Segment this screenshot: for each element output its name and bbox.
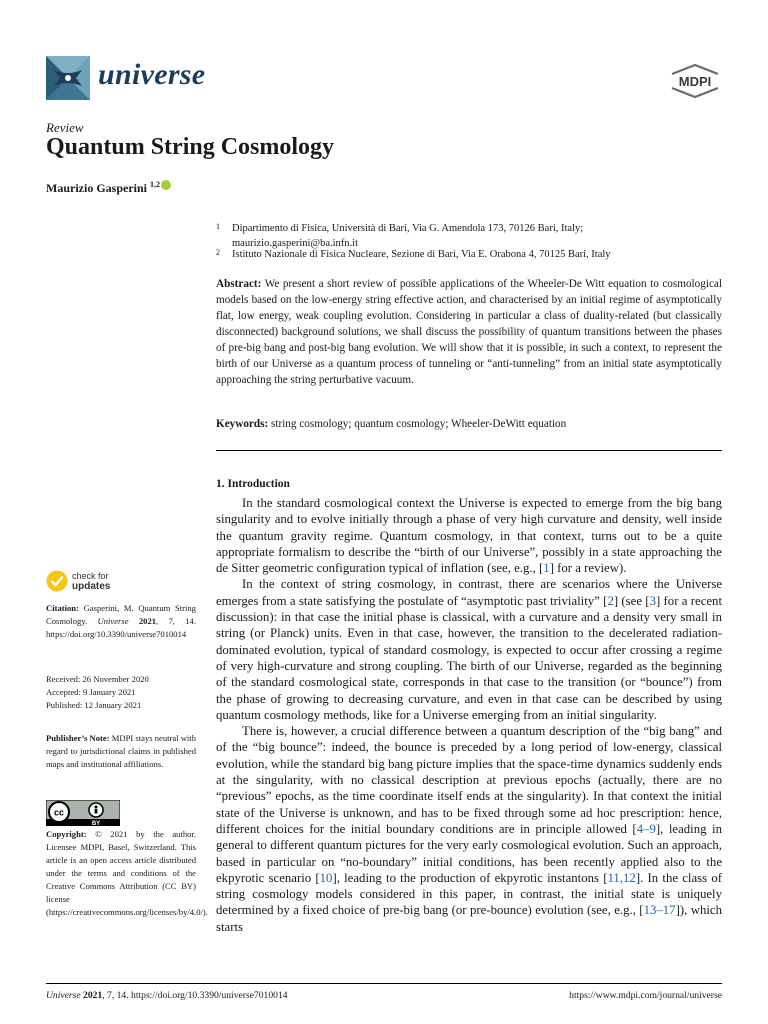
abstract-text: We present a short review of possible applications of the Wheeler-De Witt equation to cosmological models based on the low-energy string effective action, and characterised by an initial regime of asymptotically flat, low energy, weak coupling evolution. Considering in particular a class of duality-related (but classically disconnected) background solutions, we shall discuss the possibility of quantum transitions between the phases of pre-big bang and post-big bang evolution. We will show that it is possible, in such a context, to represent the birth of our Universe as a quantum process of tunneling or “anti-tunneling” from an initial state asymptotically approaching the string perturbative vacuum. <box>216 278 722 386</box>
cc-symbol-text: cc <box>53 807 65 818</box>
author-line <box>46 180 171 196</box>
published-date: Published: 12 January 2021 <box>46 700 142 710</box>
check-for-updates-badge[interactable] <box>46 570 126 596</box>
citation-link[interactable]: 1 <box>543 561 550 576</box>
cc-by-license-icon[interactable] <box>46 800 120 826</box>
check-updates-icon <box>46 570 68 592</box>
affiliation-number: 1 <box>216 222 220 231</box>
orcid-icon[interactable] <box>161 180 171 190</box>
publisher-note: Publisher’s Note: MDPI stays neutral with regard to jurisdictional claims in published maps and institutional affiliations. <box>46 733 196 769</box>
paragraph: In the context of string cosmology, in contrast, there are scenarios where the Universe emerges from a state satisfying the postulate of “asymptotic past triviality” [2] (see [3] for a recent discussion): in that case the initial phase is classical, with a curvature and a density very small in string (or Planck) units. Even in that case, however, the transition to the decelerated radiation-dominated evolution, typical of standard cosmology, is expected to occur after crossing a regime of very high-curvature and strong coupling. The birth of our Universe, regarded as the beginning of the standard cosmological state, corresponds in that case to the transition (or “bounce”) from the phase of growing to decreasing curvature, and even in that case can be described by using quantum cosmology methods, like for a Universe emerging from an initial singularity. <box>216 577 723 722</box>
footer-doi[interactable]: , 7, 14. https://doi.org/10.3390/universe7010014 <box>102 990 288 1001</box>
dates-block <box>46 673 196 712</box>
section-title: 1. Introduction <box>216 478 290 490</box>
affiliation-number: 2 <box>216 248 220 257</box>
footer-rule <box>46 983 722 984</box>
footer-journal-url[interactable]: https://www.mdpi.com/journal/universe <box>569 990 722 1001</box>
mdpi-logo-text: MDPI <box>678 74 712 89</box>
paragraph: In the standard cosmological context the Universe is expected to emerge from the big bang singularity and to evolve initially through a phase of very high curvature and density, well inside the quantum gravity regime. Quantum cosmology, in that context, turns out to be a quite appropriate formalism to describe the “birth of our Universe”, possibly in a state approaching the de Sitter geometric configuration typical of inflation (see, e.g., [1] for a review). <box>216 496 722 576</box>
citation-link[interactable]: 13–17 <box>643 903 676 918</box>
citation-link[interactable]: 4–9 <box>636 821 656 836</box>
author-name: Maurizio Gasperini <box>46 181 147 195</box>
citation-link[interactable]: 3 <box>649 593 656 608</box>
copyright-block: Copyright: © 2021 by the author. Licensee MDPI, Basel, Switzerland. This article is an open access article distributed under the terms and conditions of the Creative Commons Attribution (CC BY) license (https://creativecommons.org/licenses/by/4.0/). <box>46 829 208 917</box>
accepted-date: Accepted: 9 January 2021 <box>46 687 136 697</box>
body-text <box>216 495 722 935</box>
citation-link[interactable]: 11,12 <box>607 870 636 885</box>
universe-logo-icon <box>46 56 90 100</box>
affiliation-line: Istituto Nazionale di Fisica Nucleare, Sezione di Bari, Via E. Orabona 4, 70125 Bari, Italy <box>232 249 611 260</box>
mdpi-logo <box>666 64 724 98</box>
keywords <box>216 416 722 432</box>
article-type: Review <box>46 120 84 135</box>
journal-name: universe <box>98 58 206 91</box>
abstract <box>216 276 722 388</box>
article-title: Quantum String Cosmology <box>46 134 335 160</box>
citation-link[interactable]: 2 <box>607 593 614 608</box>
footer-citation: Universe 2021, 7, 14. https://doi.org/10.3390/universe7010014 <box>46 990 288 1001</box>
divider <box>216 450 722 451</box>
updates-line2: updates <box>72 581 111 592</box>
affiliation-2 <box>216 247 611 262</box>
keywords-text: string cosmology; quantum cosmology; Wheeler-DeWitt equation <box>271 418 567 430</box>
affiliation-line: Dipartimento di Fisica, Università di Bari, Via G. Amendola 173, 70126 Bari, Italy; <box>232 223 584 234</box>
citation-block: Citation: Gasperini, M. Quantum String Cosmology. Universe 2021, 7, 14. https://doi.org/10.3390/universe7010014 <box>46 603 196 639</box>
paragraph: There is, however, a crucial difference between a quantum description of the “big bang” and of the “big bounce”: indeed, the bounce is preceded by a long period of low-energy, classical evolution, while the standard big bang picture implies that the space-time dynamics suddenly ends at the singularity, with no classical description at previous epochs (actually, there are no “previous” epochs, as the time coordinate itself ends at the singularity). In that context the initial state of the Universe is unknown, and has to be fixed through some ad hoc prescription: hence, different choices for the initial boundary conditions are in principle allowed [4–9], leading in general to different quantum pictures for the very early cosmological evolution. Such an approach, based in particular on “no-boundary” initial conditions, has been recently applied also to the ekpyrotic scenario [10], leading to the production of ekpyrotic instantons [11,12]. In the class of string cosmology models considered in this paper, in contrast, the initial state is uniquely determined by a fixed choice of pre-big bang (or pre-bounce) evolution (see, e.g., [13–17]), which starts <box>216 724 722 934</box>
by-symbol-text: BY <box>91 821 101 826</box>
affiliation-email[interactable]: maurizio.gasperini@ba.infn.it <box>232 238 359 249</box>
citation-link[interactable]: 10 <box>319 870 333 885</box>
received-date: Received: 26 November 2020 <box>46 674 149 684</box>
keywords-label: Keywords: <box>216 418 269 430</box>
abstract-label: Abstract: <box>216 278 262 290</box>
author-affil-marks: 1,2 <box>150 180 160 189</box>
citation-doi[interactable]: , 7, 14. https://doi.org/10.3390/universe7010014 <box>46 616 196 639</box>
updates-line1: check for <box>72 571 109 581</box>
